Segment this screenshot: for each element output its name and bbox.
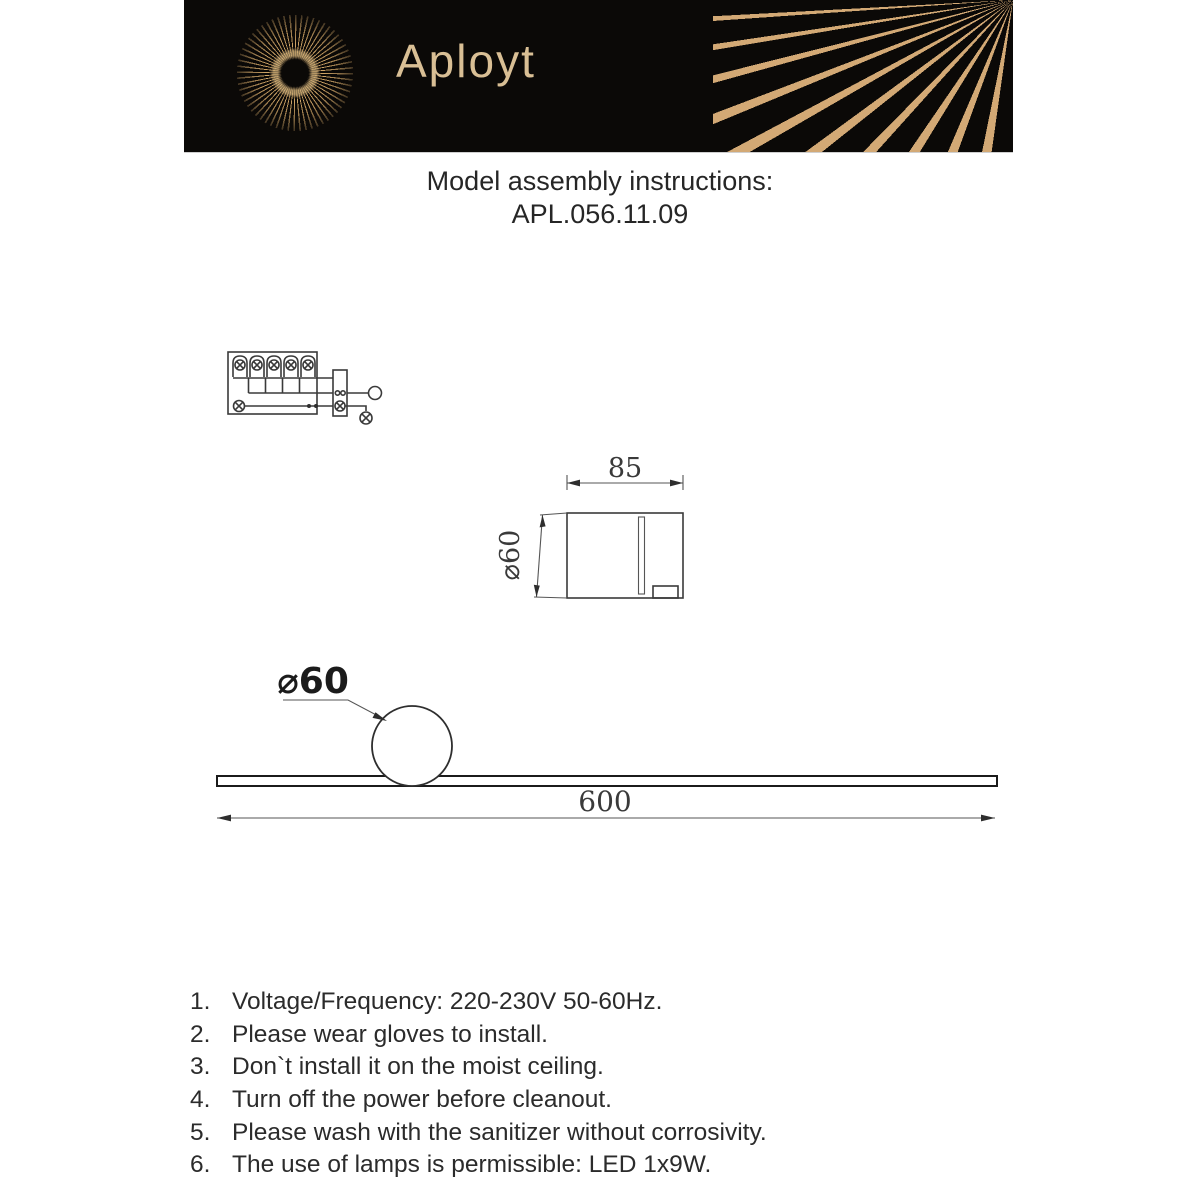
list-item — [190, 1021, 1030, 1054]
terminal-screws — [233, 356, 315, 377]
length-dimension — [217, 785, 995, 821]
corner-rays-decoration-icon — [713, 0, 1013, 152]
list-item-text: Please wear gloves to install. — [232, 1020, 548, 1048]
list-item-text: Please wash with the sanitizer without corrosivity. — [232, 1118, 767, 1146]
header-banner — [184, 0, 1013, 153]
model-number: APL.056.11.09 — [511, 199, 689, 229]
list-item-number: 1. — [190, 988, 211, 1015]
ground-screw-icon — [345, 406, 372, 424]
list-item — [190, 1151, 1030, 1184]
brand-wordmark: Aployt — [396, 35, 536, 87]
list-item-number: 3. — [190, 1053, 211, 1081]
list-item-number: 4. — [190, 1086, 211, 1114]
mounting-screw-icon — [234, 401, 245, 412]
width-dimension-label: 85 — [607, 453, 643, 484]
lamp-holder-icon — [347, 387, 382, 400]
list-item — [190, 1086, 1030, 1119]
list-item — [190, 988, 1030, 1021]
diameter-dimension-label: ⌀60 — [495, 529, 526, 581]
list-item-text: The use of lamps is permissible: LED 1x9W. — [232, 1151, 712, 1179]
cylinder-drawing-figure — [495, 445, 705, 610]
diameter-dimension — [495, 513, 567, 598]
head-diameter-label: ⌀60 — [277, 661, 349, 702]
head-diameter-callout — [277, 661, 387, 721]
terminal-block — [228, 352, 333, 414]
sunburst-logo-icon — [237, 15, 353, 131]
cylinder-drawing — [495, 445, 705, 610]
list-item — [190, 1053, 1030, 1086]
list-item-text: Don`t install it on the moist ceiling. — [232, 1053, 604, 1081]
side-view-figure — [200, 655, 1010, 830]
list-item-number: 2. — [190, 1020, 211, 1048]
list-item-number: 5. — [190, 1118, 211, 1146]
lamp-head-circle — [372, 706, 452, 786]
list-item — [190, 1119, 1030, 1152]
length-dimension-label: 600 — [578, 785, 632, 818]
instruction-list — [190, 988, 1030, 1184]
page-title: Model assembly instructions: — [426, 166, 774, 196]
cylinder-body — [567, 513, 683, 598]
driver-box — [333, 370, 347, 416]
list-item-text: Turn off the power before cleanout. — [232, 1086, 612, 1114]
list-item-number: 6. — [190, 1151, 211, 1179]
wiring-diagram-figure — [210, 342, 410, 437]
wiring-diagram — [210, 342, 410, 437]
list-item-text: Voltage/Frequency: 220-230V 50-60Hz. — [232, 988, 663, 1015]
title-block — [0, 165, 1200, 231]
side-view-drawing — [200, 655, 1010, 830]
